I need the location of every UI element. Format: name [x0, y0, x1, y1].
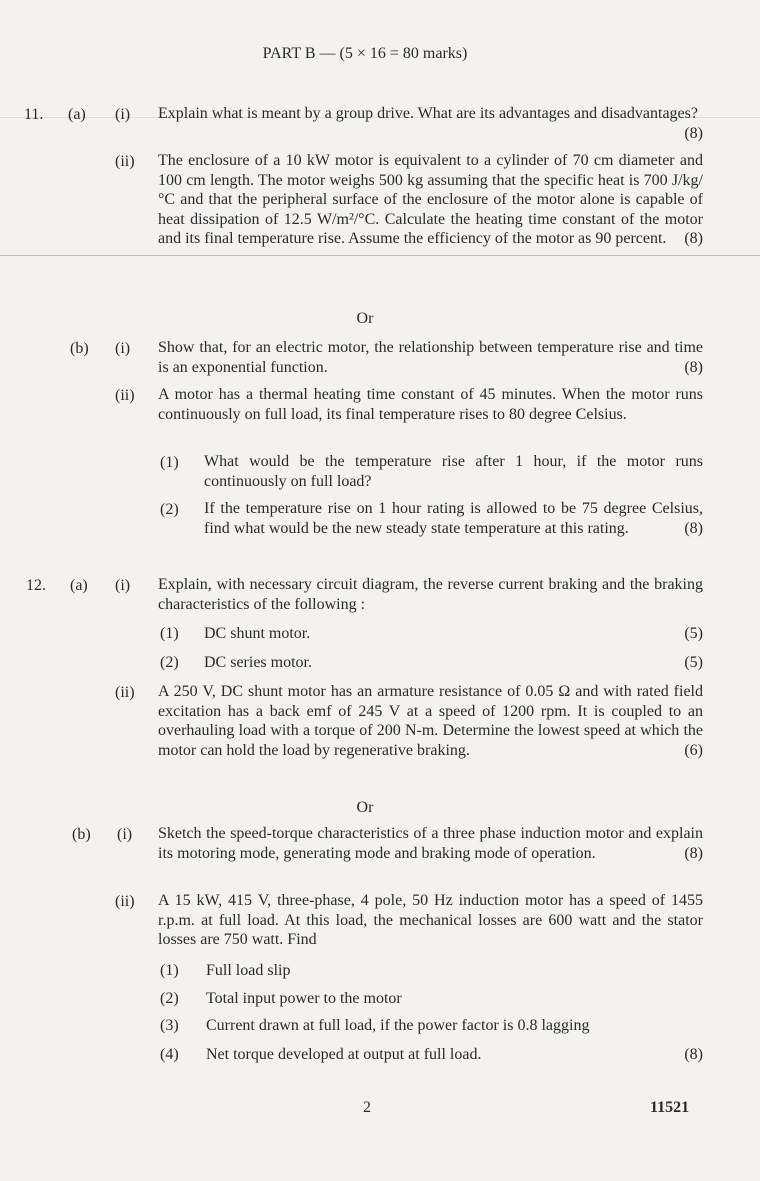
subpart-label: (i): [115, 340, 131, 357]
page-number: 2: [363, 1099, 371, 1116]
marks: (8): [684, 124, 703, 142]
marks: (8): [684, 519, 703, 537]
item-label: (1): [160, 625, 179, 642]
subpart-label: (i): [117, 826, 133, 843]
paper-code: 11521: [650, 1099, 690, 1116]
item-text: If the temperature rise on 1 hour rating is allowed to be 75 degree Celsius, find what would be the new steady state temperature at this rating. (8): [204, 500, 703, 537]
subpart-label: (ii): [115, 153, 135, 170]
marks: (8): [684, 844, 703, 862]
question-text: A 15 kW, 415 V, three-phase, 4 pole, 50 Hz induction motor has a speed of 1455 r.p.m. at full load. At this load, the mechanical losses are 600 watt and the stator losses are 750 watt. Find: [158, 892, 703, 948]
subpart-label: (ii): [115, 387, 135, 404]
subpart-label: (i): [115, 106, 131, 123]
item-label: (2): [160, 501, 179, 518]
question-text: The enclosure of a 10 kW motor is equivalent to a cylinder of 70 cm diameter and 100 cm length. The motor weighs 500 kg assuming that the specific heat is 700 J/kg/°C and that the peripheral surface of the enclosure of the motor alone is capable of heat dissipation of 12.5 W/m²/°C. Calculate the heating time constant of the motor and its final temperature rise. Assume the efficiency of the motor as 90 percent. (8): [158, 152, 703, 247]
or-separator: Or: [356, 799, 374, 816]
item-label: (2): [160, 990, 179, 1007]
marks: (5): [684, 654, 703, 671]
question-text: Show that, for an electric motor, the relationship between temperature rise and time is an exponential function. (8): [158, 339, 703, 376]
question-number: 12.: [26, 577, 46, 594]
item-text: Full load slip: [206, 962, 291, 979]
marks: (8): [684, 358, 703, 376]
question-text: Explain what is meant by a group drive. What are its advantages and disadvantages? (8): [158, 105, 703, 142]
subpart-label: (ii): [115, 684, 135, 701]
item-label: (1): [160, 962, 179, 979]
part-label: (a): [70, 577, 88, 594]
marks: (8): [684, 1046, 703, 1063]
item-label: (1): [160, 454, 179, 471]
item-label: (3): [160, 1017, 179, 1034]
question-text: A motor has a thermal heating time constant of 45 minutes. When the motor runs continuously on full load, its final temperature rises to 80 degree Celsius.: [158, 386, 703, 423]
marks: (6): [684, 741, 703, 759]
item-text: What would be the temperature rise after 1 hour, if the motor runs continuously on full load?: [204, 453, 703, 490]
question-text: Sketch the speed-torque characteristics of a three phase induction motor and explain its motoring mode, generating mode and braking mode of operation. (8): [158, 825, 703, 862]
item-text: DC series motor. (5): [204, 654, 703, 671]
item-label: (2): [160, 654, 179, 671]
or-separator: Or: [356, 310, 374, 327]
scan-artifact: [0, 255, 760, 256]
part-label: (a): [68, 106, 86, 123]
part-label: (b): [70, 340, 89, 357]
marks: (5): [684, 625, 703, 642]
item-text: Total input power to the motor: [206, 990, 402, 1007]
marks: (8): [684, 230, 703, 247]
subpart-label: (i): [115, 577, 131, 594]
section-header: PART B — (5 × 16 = 80 marks): [262, 45, 468, 62]
item-text: Net torque developed at output at full load. (8): [206, 1046, 703, 1063]
question-number: 11.: [24, 106, 44, 123]
part-label: (b): [72, 826, 91, 843]
item-text: DC shunt motor. (5): [204, 625, 703, 642]
question-text: A 250 V, DC shunt motor has an armature resistance of 0.05 Ω and with rated field excitation has a back emf of 245 V at a speed of 1200 rpm. It is coupled to an overhauling load with a torque of 200 N-m. Determine the lowest speed at which the motor can hold the load by regenerative braking. (6): [158, 683, 703, 759]
question-text: Explain, with necessary circuit diagram, the reverse current braking and the braking characteristics of the following :: [158, 576, 703, 613]
item-label: (4): [160, 1046, 179, 1063]
item-text: Current drawn at full load, if the power factor is 0.8 lagging: [206, 1017, 590, 1034]
subpart-label: (ii): [115, 893, 135, 910]
